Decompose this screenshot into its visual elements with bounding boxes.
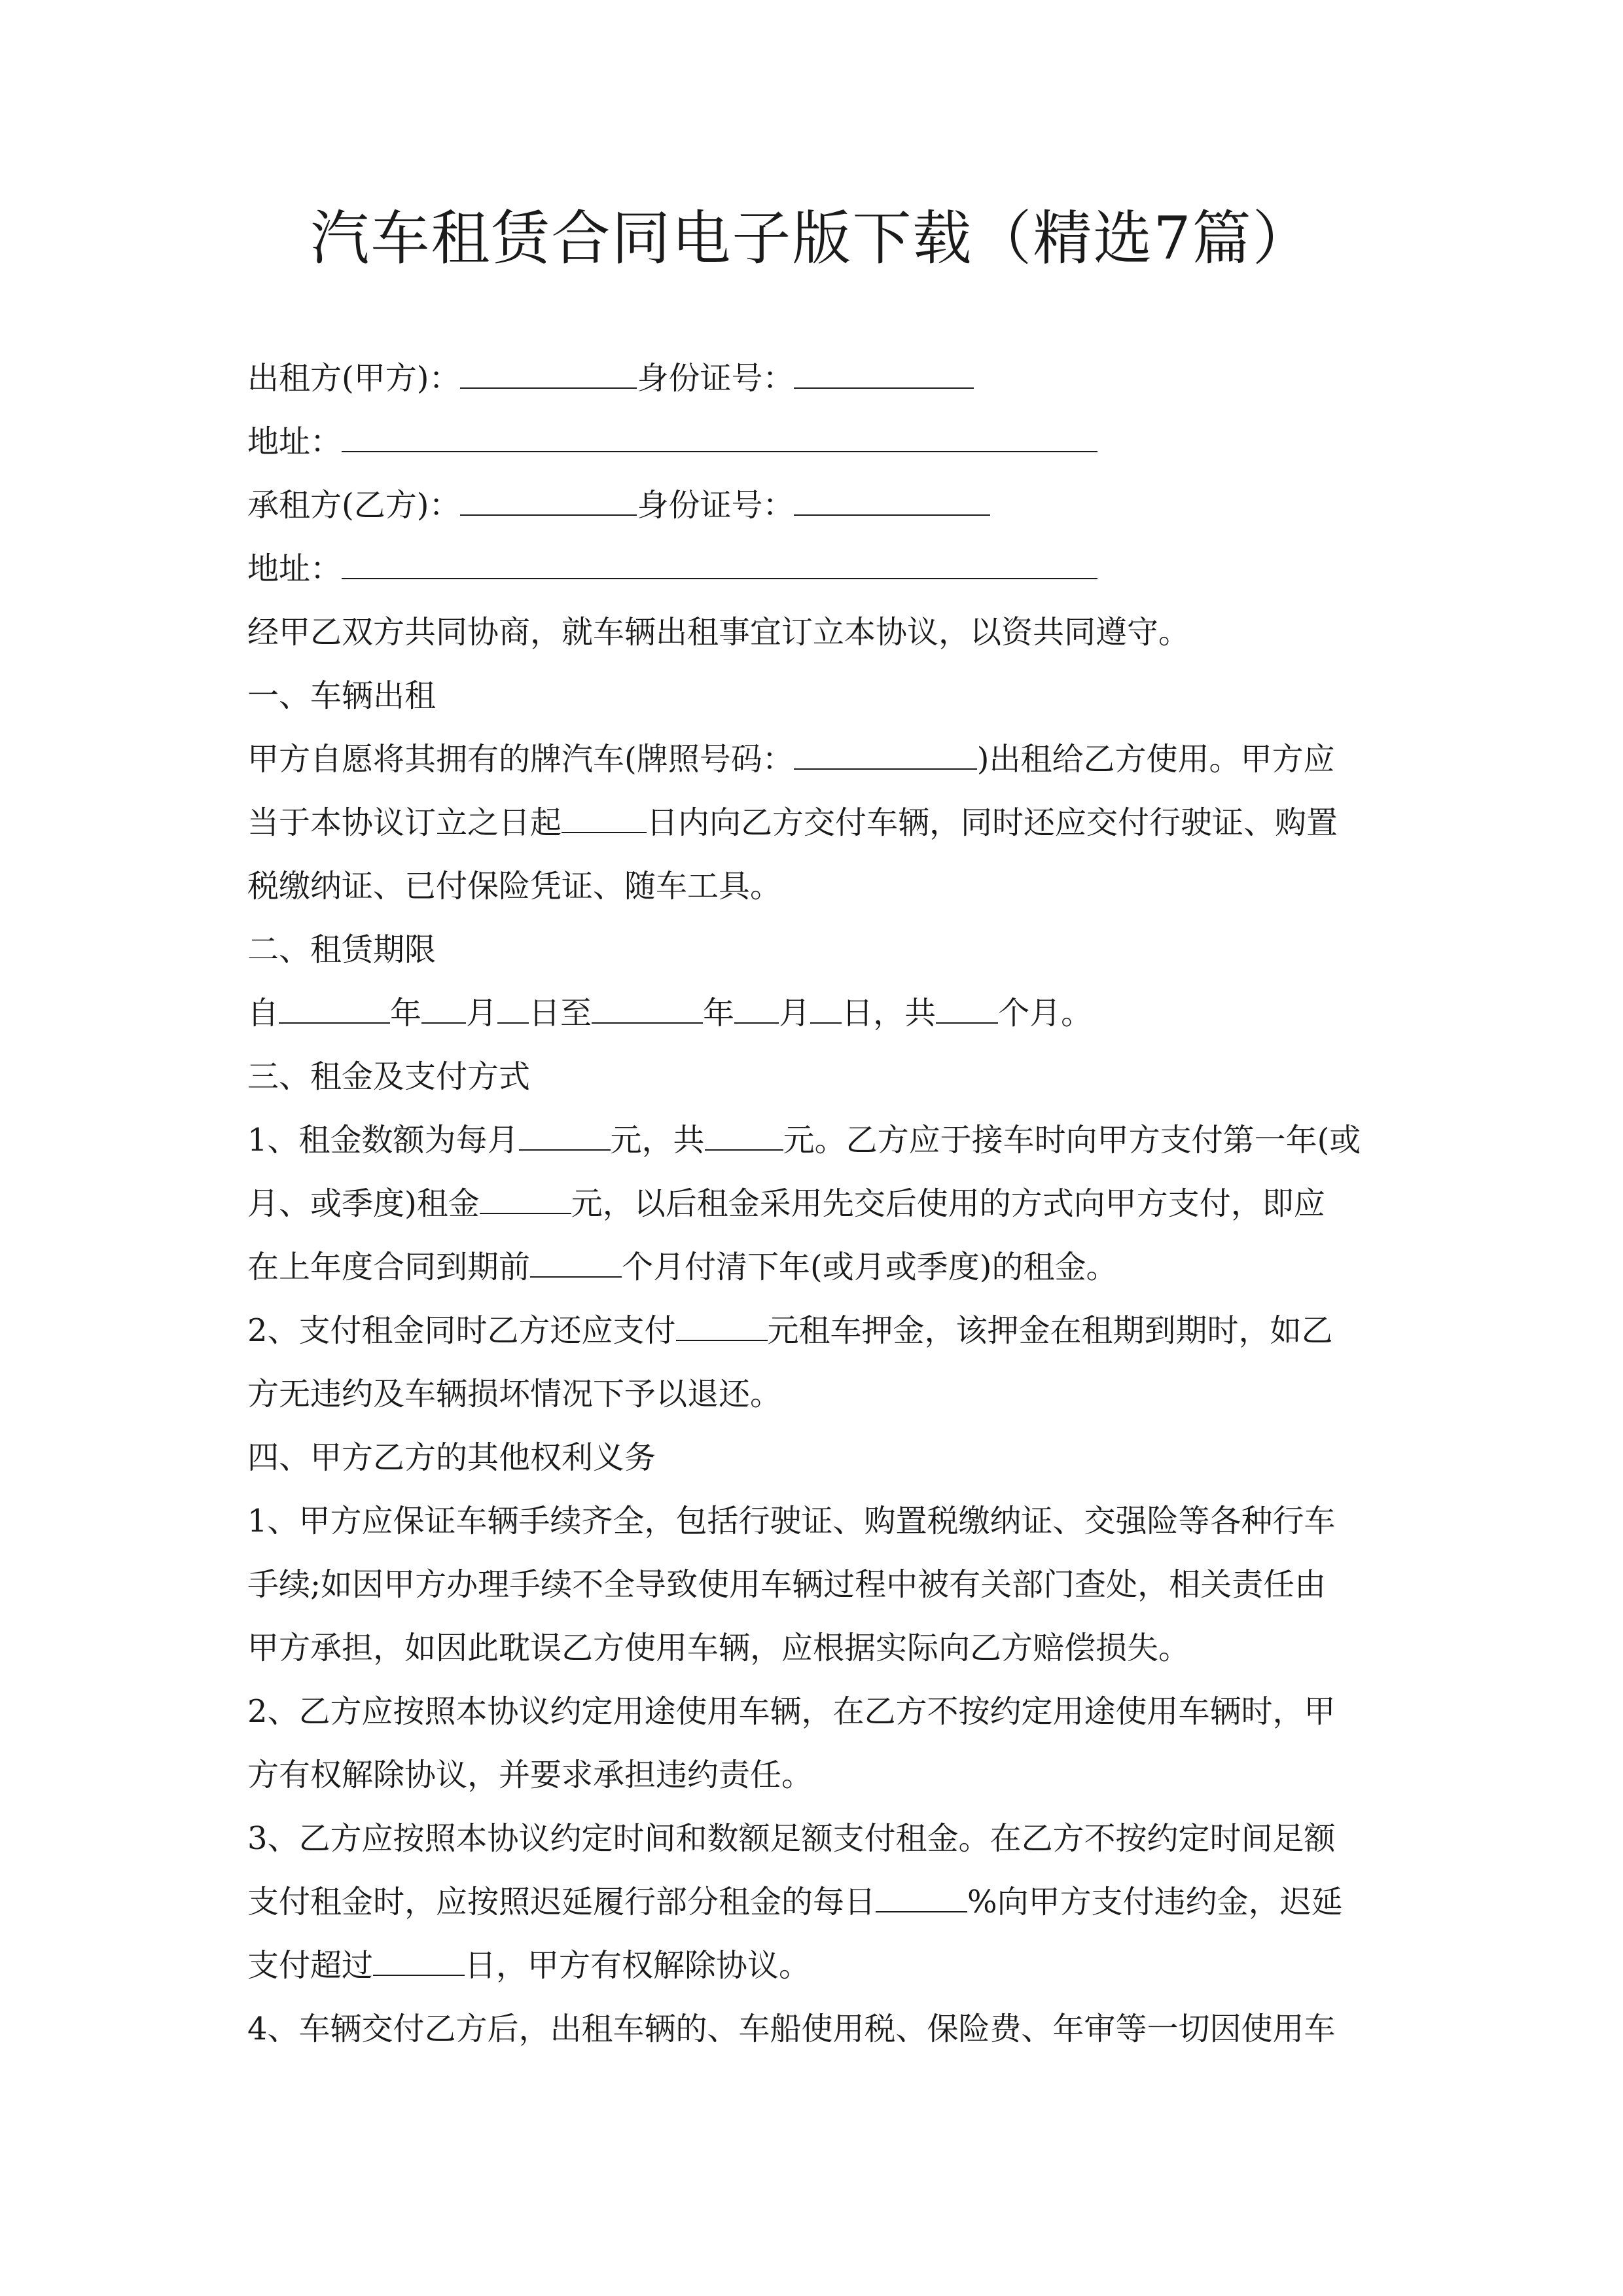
plate-number-blank[interactable] bbox=[794, 742, 977, 770]
s3-text-f: 在上年度合同到期前 bbox=[247, 1249, 531, 1285]
term-year-2: 年 bbox=[703, 995, 735, 1031]
lessee-name-blank[interactable] bbox=[460, 488, 637, 516]
section-4-p4-line-1: 4、车辆交付乙方后，出租车辆的、车船使用税、保险费、年审等一切因使用车 bbox=[247, 2011, 1336, 2047]
term-month-2: 月 bbox=[779, 995, 811, 1031]
s4-text-c: 支付超过 bbox=[247, 1947, 374, 1984]
section-1-line-2 bbox=[247, 791, 1380, 855]
s1-text-b: )出租给乙方使用。甲方应 bbox=[976, 741, 1335, 778]
section-4-p1-line-1: 1、甲方应保证车辆手续齐全，包括行驶证、购置税缴纳证、交强险等各种行车 bbox=[247, 1503, 1336, 1539]
total-months-blank[interactable] bbox=[936, 996, 998, 1024]
term-day-to: 日至 bbox=[529, 995, 592, 1031]
s3-text-e: 元，以后租金采用先交后使用的方式向甲方支付，即应 bbox=[571, 1185, 1325, 1222]
delivery-days-blank[interactable] bbox=[562, 806, 647, 833]
section-1-heading: 一、车辆出租 bbox=[247, 677, 437, 714]
term-months-end: 个月。 bbox=[998, 995, 1093, 1031]
section-3-p1-line-3 bbox=[247, 1236, 1380, 1299]
lessor-address-line bbox=[247, 410, 1380, 474]
term-from: 自 bbox=[247, 995, 279, 1031]
s4-text-b: %向甲方支付违约金，迟延 bbox=[967, 1884, 1343, 1920]
penalty-rate-blank[interactable] bbox=[876, 1885, 967, 1912]
overdue-days-blank[interactable] bbox=[373, 1948, 465, 1976]
document-body bbox=[247, 347, 1380, 2061]
section-1-line-3: 税缴纳证、已付保险凭证、随车工具。 bbox=[247, 868, 782, 905]
section-4-p2-line-2: 方有权解除协议，并要求承担违约责任。 bbox=[247, 1757, 813, 1793]
s1-text-d: 日内向乙方交付车辆，同时还应交付行驶证、购置 bbox=[647, 804, 1338, 841]
s1-text-a: 甲方自愿将其拥有的牌汽车(牌照号码： bbox=[247, 741, 794, 778]
term-year-1: 年 bbox=[390, 995, 422, 1031]
lessee-id-label: 身份证号： bbox=[637, 487, 794, 524]
start-year-blank[interactable] bbox=[279, 996, 390, 1024]
section-4-p3-line-1: 3、乙方应按照本协议约定时间和数额足额支付租金。在乙方不按约定时间足额 bbox=[247, 1820, 1336, 1857]
s3-text-h: 2、支付租金同时乙方还应支付 bbox=[247, 1312, 676, 1349]
lessee-address-blank[interactable] bbox=[342, 552, 1097, 579]
document-title: 汽车租赁合同电子版下载（精选7篇） bbox=[310, 204, 1313, 273]
lessor-line bbox=[247, 347, 1380, 410]
s3-text-b: 元，共 bbox=[610, 1122, 705, 1158]
s3-text-g: 个月付清下年(或月或季度)的租金。 bbox=[622, 1249, 1118, 1285]
lessor-address-blank[interactable] bbox=[342, 425, 1097, 452]
lease-term-line bbox=[247, 982, 1380, 1045]
lessor-label: 出租方(甲方)： bbox=[247, 360, 461, 397]
deposit-blank[interactable] bbox=[676, 1314, 768, 1341]
lessor-name-blank[interactable] bbox=[460, 361, 637, 389]
section-3-heading: 三、租金及支付方式 bbox=[247, 1058, 531, 1095]
s3-text-d: 月、或季度)租金 bbox=[247, 1185, 480, 1222]
section-1-line-1 bbox=[247, 728, 1380, 791]
end-year-blank[interactable] bbox=[592, 996, 703, 1024]
first-period-rent-blank[interactable] bbox=[480, 1187, 571, 1214]
lessee-id-blank[interactable] bbox=[794, 488, 990, 516]
section-4-p2-line-1: 2、乙方应按照本协议约定用途使用车辆，在乙方不按约定用途使用车辆时，甲 bbox=[247, 1693, 1336, 1730]
s1-text-c: 当于本协议订立之日起 bbox=[247, 804, 562, 841]
section-3-p1-line-2 bbox=[247, 1172, 1380, 1236]
section-3-p1-line-1 bbox=[247, 1109, 1380, 1172]
term-day-total: 日，共 bbox=[842, 995, 936, 1031]
preamble: 经甲乙双方共同协商，就车辆出租事宜订立本协议，以资共同遵守。 bbox=[247, 614, 1190, 651]
term-month-1: 月 bbox=[466, 995, 498, 1031]
section-4-p1-line-2: 手续;如因甲方办理手续不全导致使用车辆过程中被有关部门查处，相关责任由 bbox=[247, 1566, 1327, 1603]
end-day-blank[interactable] bbox=[810, 996, 842, 1024]
total-rent-blank[interactable] bbox=[705, 1123, 783, 1151]
prepay-months-blank[interactable] bbox=[530, 1250, 622, 1278]
section-3-p2-line-2: 方无违约及车辆损坏情况下予以退还。 bbox=[247, 1376, 782, 1412]
section-4-heading: 四、甲方乙方的其他权利义务 bbox=[247, 1439, 656, 1476]
lessor-id-label: 身份证号： bbox=[637, 360, 794, 397]
end-month-blank[interactable] bbox=[734, 996, 779, 1024]
section-2-heading: 二、租赁期限 bbox=[247, 931, 437, 968]
s4-text-d: 日，甲方有权解除协议。 bbox=[465, 1947, 811, 1984]
section-3-p2-line-1 bbox=[247, 1299, 1380, 1363]
section-4-p3-line-3 bbox=[247, 1934, 1380, 1998]
s4-text-a: 支付租金时，应按照迟延履行部分租金的每日 bbox=[247, 1884, 876, 1920]
monthly-rent-blank[interactable] bbox=[519, 1123, 611, 1151]
lessee-address-line bbox=[247, 537, 1380, 601]
lessee-label: 承租方(乙方)： bbox=[247, 487, 461, 524]
lessee-address-label: 地址： bbox=[247, 550, 342, 587]
s3-text-c: 元。乙方应于接车时向甲方支付第一年(或 bbox=[783, 1122, 1361, 1158]
s3-text-a: 1、租金数额为每月 bbox=[247, 1122, 519, 1158]
section-4-p1-line-3: 甲方承担，如因此耽误乙方使用车辆，应根据实际向乙方赔偿损失。 bbox=[247, 1630, 1190, 1666]
s3-text-i: 元租车押金，该押金在租期到期时，如乙 bbox=[767, 1312, 1333, 1349]
lessor-id-blank[interactable] bbox=[794, 361, 974, 389]
lessee-line bbox=[247, 474, 1380, 537]
lessor-address-label: 地址： bbox=[247, 423, 342, 460]
section-4-p3-line-2 bbox=[247, 1871, 1380, 1934]
start-day-blank[interactable] bbox=[497, 996, 529, 1024]
start-month-blank[interactable] bbox=[421, 996, 466, 1024]
